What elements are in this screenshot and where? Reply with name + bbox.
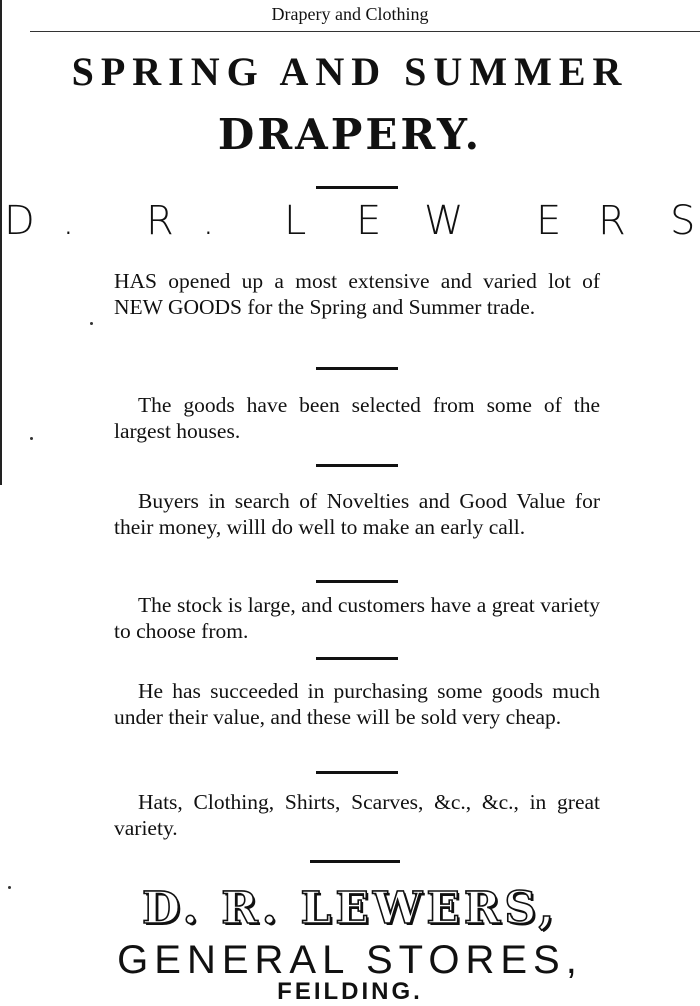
paragraph-buyers xyxy=(114,488,600,540)
merchant-letter: R xyxy=(146,198,174,244)
merchant-letter: E xyxy=(356,198,382,244)
print-speck xyxy=(30,437,33,440)
paragraph-purchasing xyxy=(114,678,600,730)
divider-rule xyxy=(316,657,398,660)
divider-rule xyxy=(316,367,398,370)
merchant-letter: . xyxy=(62,198,75,244)
divider-rule xyxy=(316,186,398,189)
divider-rule xyxy=(310,860,400,863)
opening-text: opened up a most extensive and varied lot of NEW GOODS for the Spring and Summer trade. xyxy=(114,269,600,319)
paragraph-text: He has succeeded in purchasing some goods much under their value, and these will be sold very cheap. xyxy=(114,679,600,729)
divider-rule xyxy=(316,464,398,467)
paragraph-opening xyxy=(114,268,600,320)
merchant-letter: L xyxy=(284,198,307,244)
headline-season: SPRING AND SUMMER xyxy=(71,49,629,94)
print-speck xyxy=(90,322,93,325)
footer-town: FEILDING. xyxy=(277,978,423,1005)
paragraph-text: Buyers in search of Novelties and Good Value for their money, willl do well to make an early call. xyxy=(114,489,600,539)
merchant-letter: . xyxy=(202,198,215,244)
merchant-letter: W xyxy=(424,198,464,244)
divider-rule xyxy=(316,771,398,774)
opening-lead-word: HAS xyxy=(114,269,158,293)
paragraph-text: The stock is large, and customers have a great variety to choose from. xyxy=(114,593,600,643)
paragraph-selection xyxy=(114,392,600,444)
divider-rule xyxy=(316,580,398,583)
section-category: Drapery and Clothing xyxy=(271,4,429,24)
print-speck xyxy=(8,886,11,889)
footer-business: GENERAL STORES, xyxy=(117,938,583,982)
header-rule xyxy=(30,31,700,32)
merchant-letter: E xyxy=(536,198,562,244)
paragraph-stock xyxy=(114,592,600,644)
merchant-letter: R xyxy=(598,198,626,244)
headline-drapery: DRAPERY. xyxy=(217,110,483,159)
merchant-letter: S xyxy=(670,198,696,244)
merchant-letter: D xyxy=(4,198,35,244)
paragraph-hats xyxy=(114,789,600,841)
footer-merchant-name: D. R. LEWERS, xyxy=(142,883,558,934)
paragraph-text: The goods have been selected from some of the largest houses. xyxy=(114,393,600,443)
paragraph-text: Hats, Clothing, Shirts, Scarves, &c., &c., in great variety. xyxy=(114,790,600,840)
